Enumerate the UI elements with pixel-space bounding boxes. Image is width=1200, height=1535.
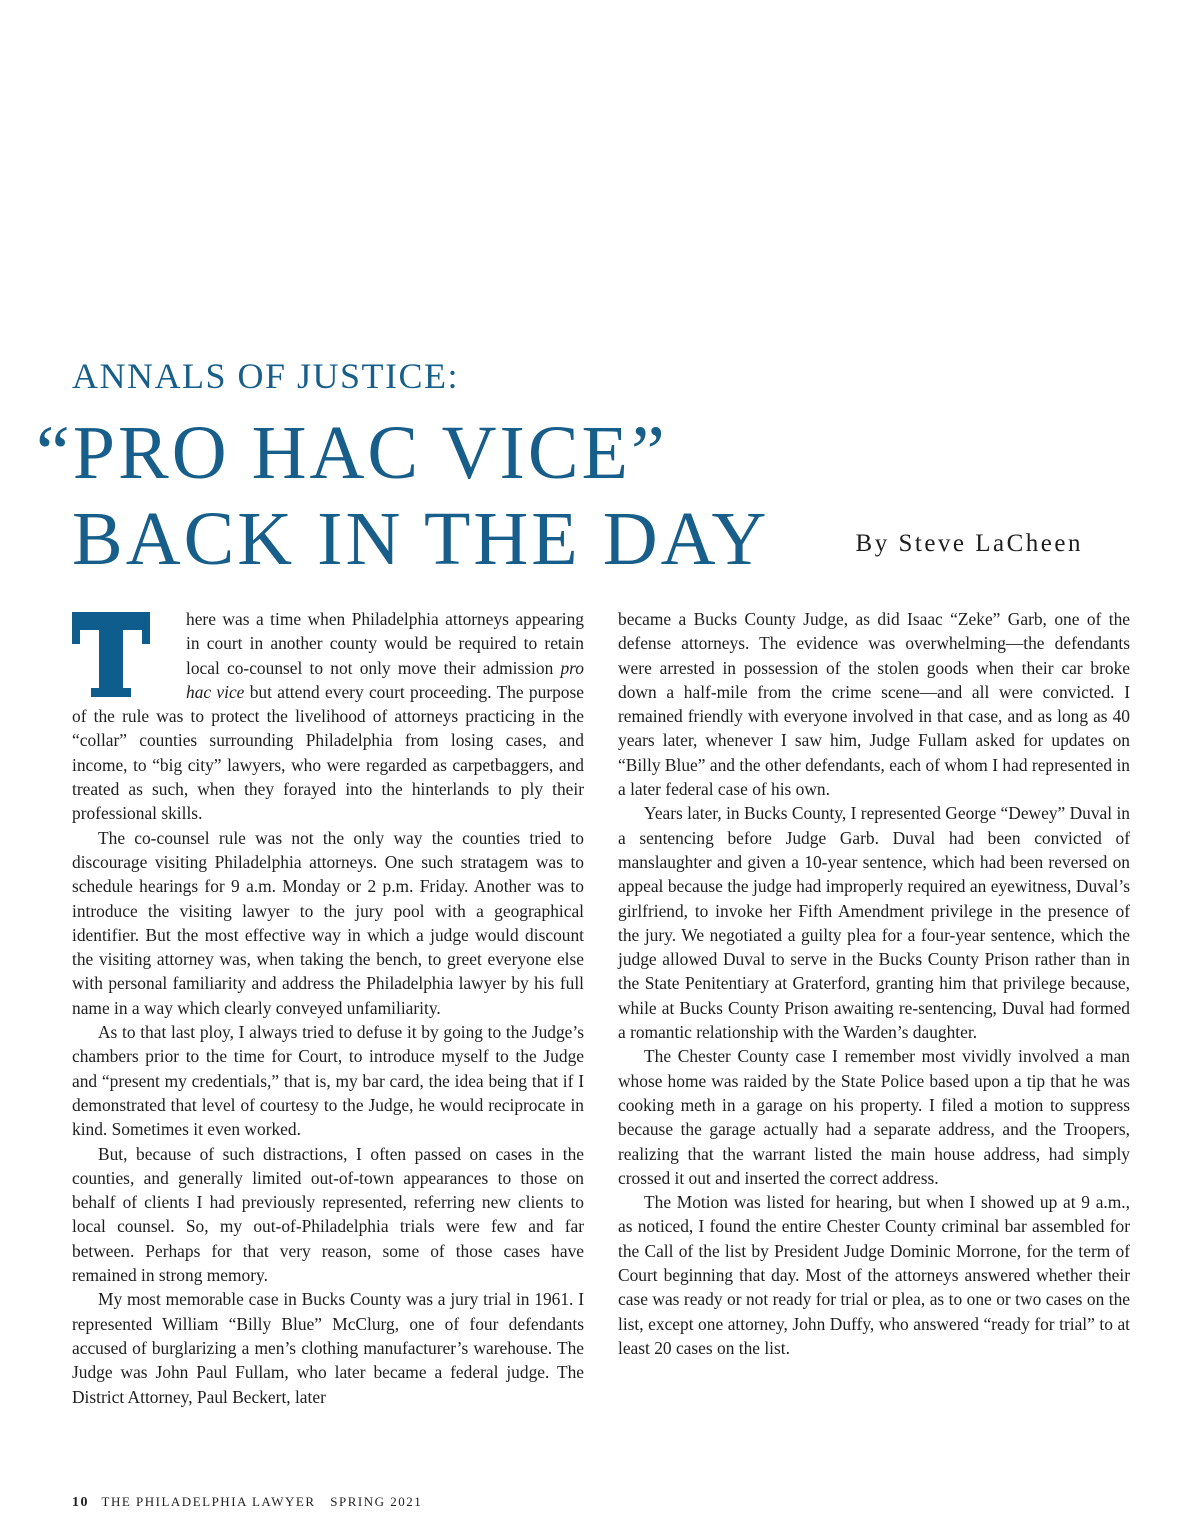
body-paragraph: But, because of such distractions, I often passed on cases in the counties, and generally limited out-of-town appearances to those on behalf of clients I had previously represented, referring new clients to local counsel. So, my out-of-Philadelphia trials were few and far between. Perhaps for that very reason, some of those cases have remained in strong memory. <box>72 1143 584 1286</box>
body-paragraph: The co-counsel rule was not the only way the counties tried to discourage visiting Philadelphia attorneys. One such stratagem was to schedule hearings for 9 a.m. Monday or 2 p.m. Friday. Another was to introduce the visiting lawyer to the jury pool with a geographical identifier. But the most effective way in which a judge would discount the visiting attorney was, when taking the bench, to greet everyone else with personal familiarity and address the Philadelphia lawyer by his full name in a way which clearly conveyed unfamiliarity. <box>72 827 584 1018</box>
body-paragraph: My most memorable case in Bucks County was a jury trial in 1961. I represented William “Billy Blue” McClurg, one of four defendants accused of burglarizing a men’s clothing manufacturer’s warehouse. The Judge was John Paul Fullam, who later became a federal judge. The District Attorney, Paul Beckert, later <box>72 1289 584 1407</box>
title-line-2: BACK IN THE DAY <box>72 497 770 581</box>
intro-italic-phrase: pro hac vice <box>186 657 584 702</box>
title-line-1: “PRO HAC VICE” <box>36 411 668 495</box>
left-column <box>72 607 584 1409</box>
publication-name: THE PHILADELPHIA LAWYER <box>101 1494 316 1509</box>
drop-cap <box>72 612 150 697</box>
drop-cap-letter-t <box>72 612 150 697</box>
article-kicker: ANNALS OF JUSTICE: <box>72 356 460 396</box>
article-title <box>36 410 769 582</box>
body-paragraph: The Motion was listed for hearing, but when I showed up at 9 a.m., as noticed, I found the entire Chester County criminal bar assembled for the Call of the list by President Judge Dominic Morrone, for the term of Court beginning that day. Most of the attorneys answered whether their case was ready or not ready for trial or plea, as to one or two cases on the list, except one attorney, John Duffy, who answered “ready for trial” to at least 20 cases on the list. <box>618 1192 1130 1358</box>
issue-label: SPRING 2021 <box>330 1494 423 1509</box>
right-column <box>618 607 1130 1360</box>
author-byline: By Steve LaCheen <box>855 530 1083 557</box>
page-footer <box>72 1494 422 1511</box>
intro-text-part-2: but attend every court proceeding. The purpose of the rule was to protect the livelihood of attorneys practicing in the “collar” counties surrounding Philadelphia from losing cases, and income, to “big city” lawyers, who were regarded as carpetbaggers, and treated as such, when they forayed into the hinterlands to ply their professional skills. <box>72 681 584 824</box>
body-paragraph: Years later, in Bucks County, I represented George “Dewey” Duval in a sentencing before Judge Garb. Duval had been convicted of manslaughter and given a 10-year sentence, which had been reversed on appeal because the judge had improperly required an eyewitness, Duval’s girlfriend, to invoke her Fifth Amendment privilege in the presence of the jury. We negotiated a guilty plea for a four-year sentence, which the judge allowed Duval to serve in the Bucks County Prison rather than in the State Penitentiary at Graterford, granting him that privilege because, while at Bucks County Prison awaiting re-sentencing, Duval had formed a romantic relationship with the Warden’s daughter. <box>618 803 1130 1043</box>
page-number: 10 <box>72 1495 89 1510</box>
body-paragraph: The Chester County case I remember most vividly involved a man whose home was raided by the State Police based upon a tip that he was cooking meth in a garage on his property. I filed a motion to suppress because the garage actually had a separate address, and the Troopers, realizing that the warrant listed the main house address, had simply crossed it out and inserted the correct address. <box>618 1046 1130 1188</box>
continued-paragraph: became a Bucks County Judge, as did Isaac “Zeke” Garb, one of the defense attorneys. The evidence was overwhelming—the defendants were arrested in possession of the stolen goods when their car broke down a half-mile from the crime scene—and all were convicted. I remained friendly with everyone involved in that case, and as long as 40 years later, whenever I saw him, Judge Fullam asked for updates on “Billy Blue” and the other defendants, each of whom I had represented in a later federal case of his own. <box>618 609 1130 800</box>
intro-paragraph <box>72 607 584 826</box>
intro-text-part-1: here was a time when Philadelphia attorneys appearing in court in another county would be required to retain local co-counsel to not only move their admission <box>186 609 584 678</box>
body-paragraph: As to that last ploy, I always tried to defuse it by going to the Judge’s chambers prior to the time for Court, to introduce myself to the Judge and “present my credentials,” that is, my bar card, the idea being that if I demonstrated that level of courtesy to the Judge, he would reciprocate in kind. Sometimes it even worked. <box>72 1022 584 1140</box>
